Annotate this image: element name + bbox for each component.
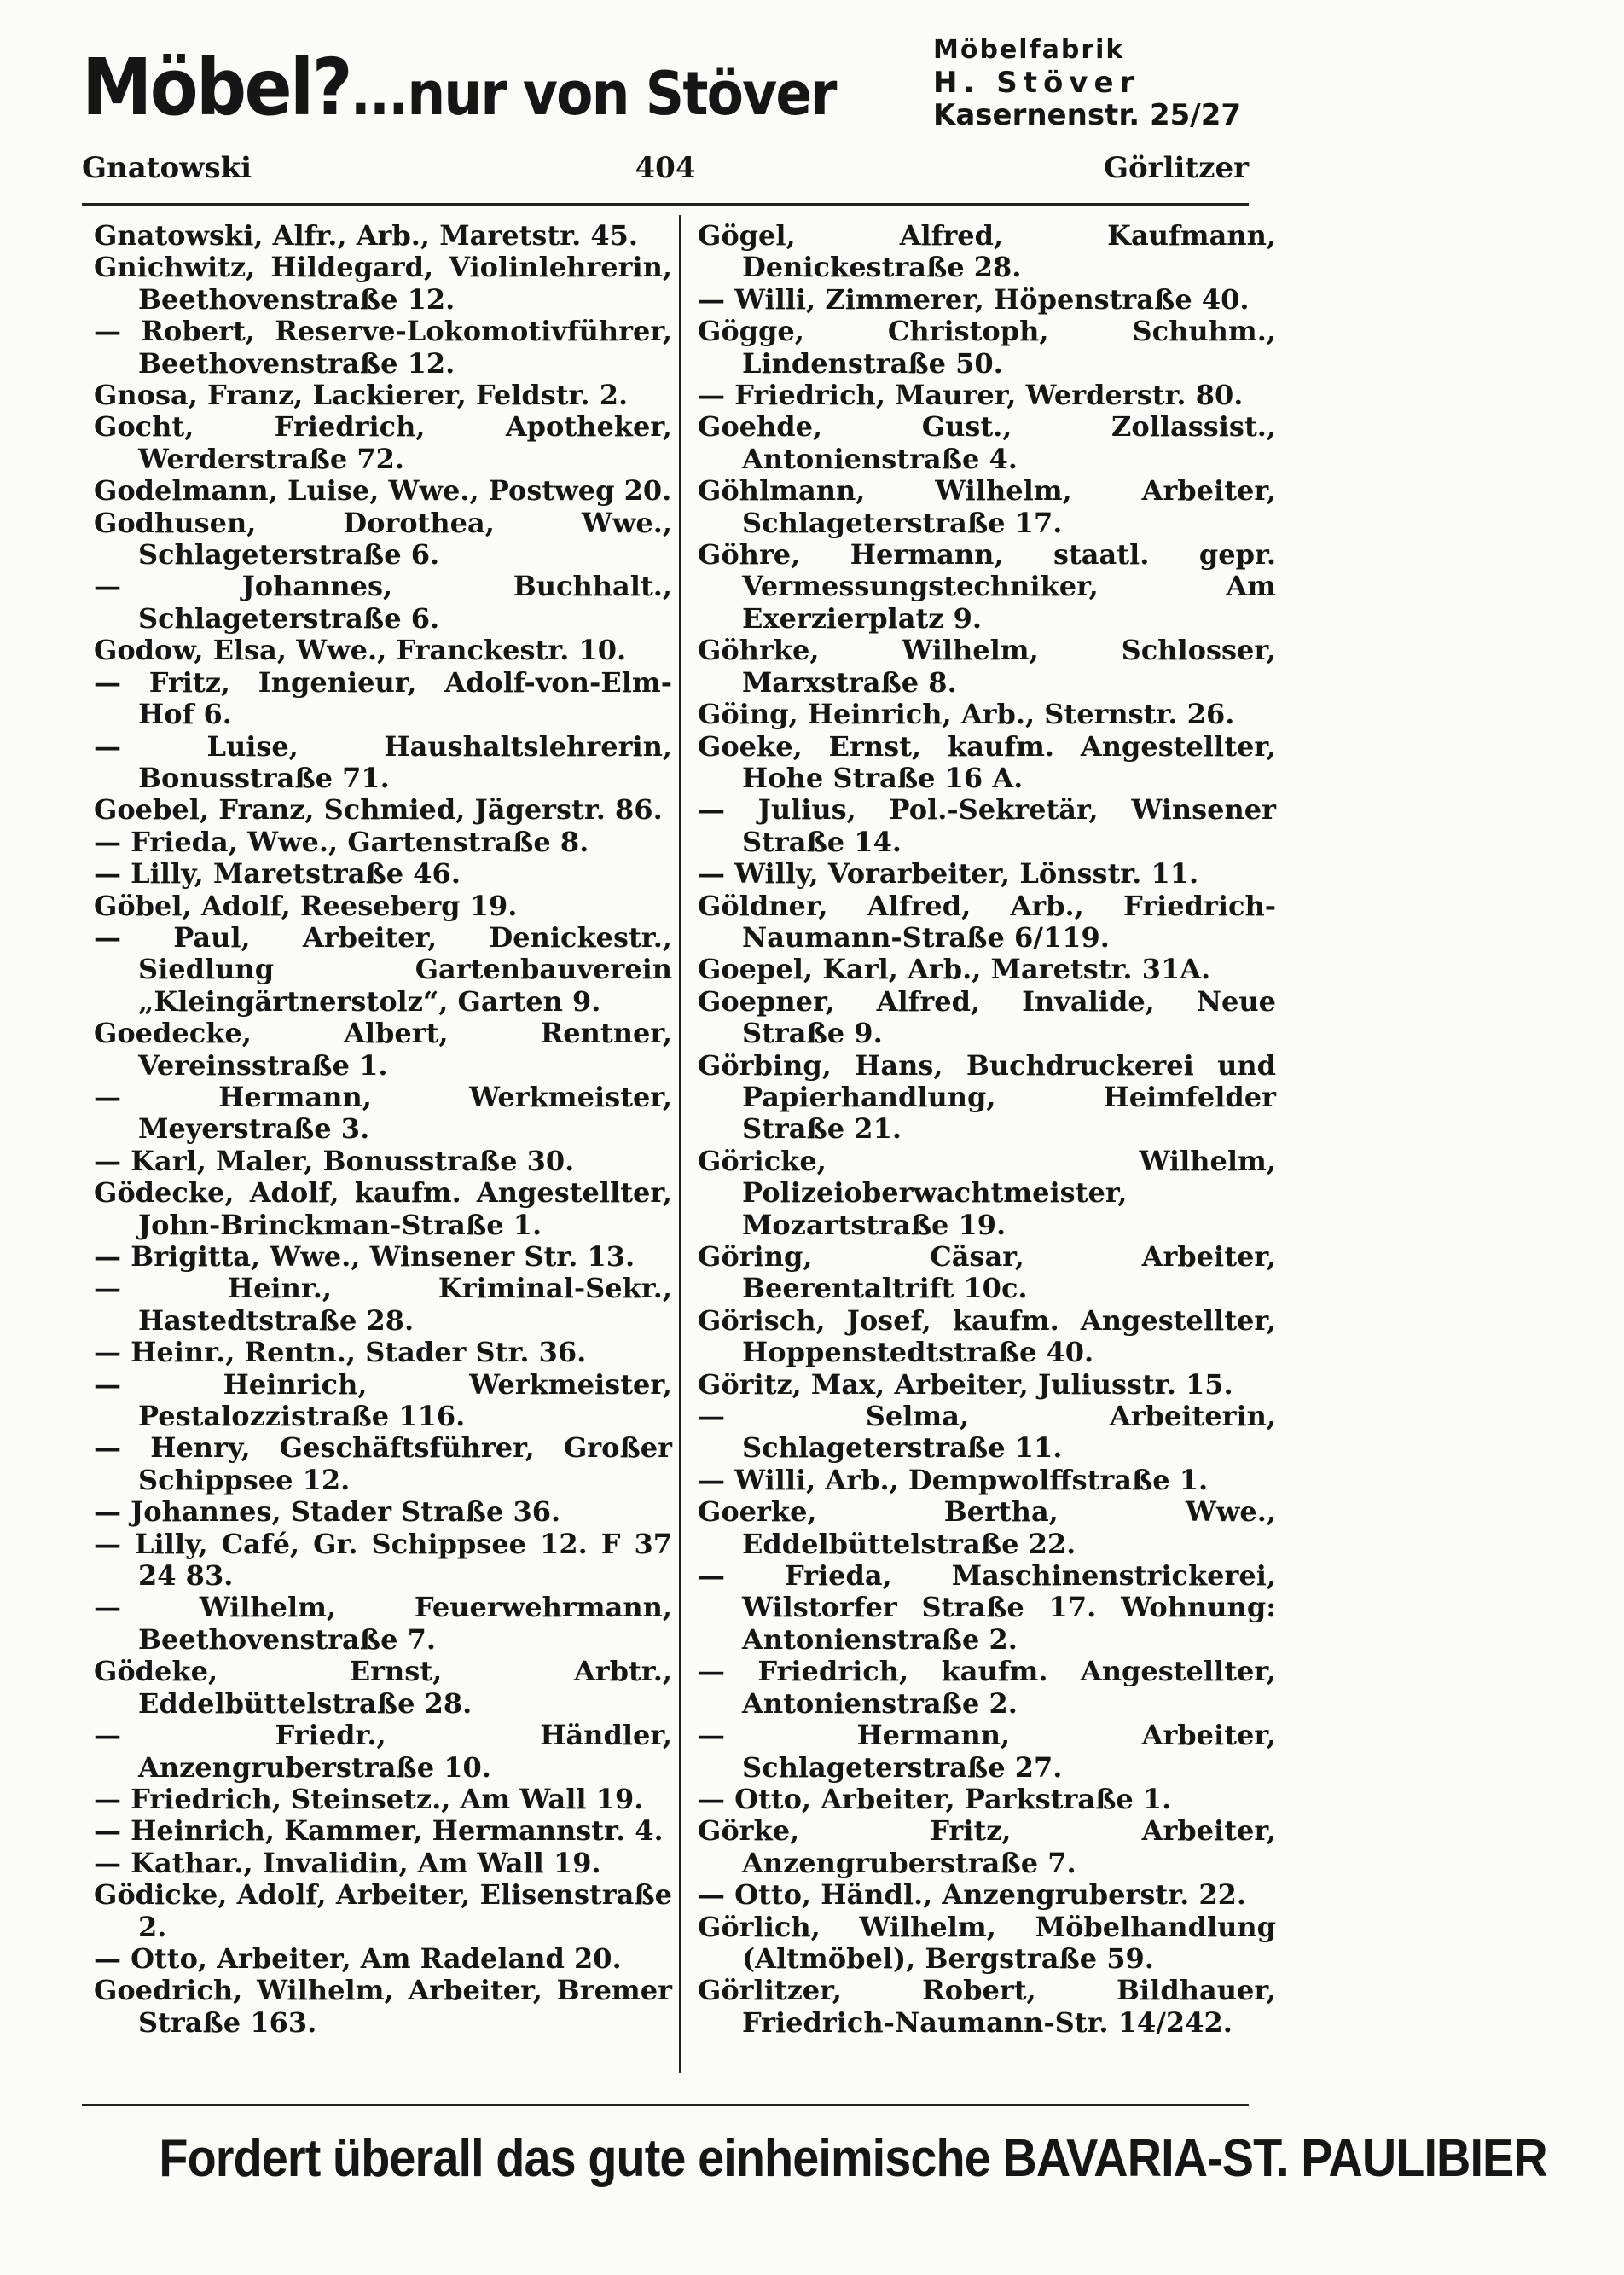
directory-entry: — Heinr., Kriminal-Sekr., Hastedtstraße 28. bbox=[94, 1272, 672, 1337]
directory-entry: — Willi, Arb., Dempwolffstraße 1. bbox=[698, 1463, 1209, 1496]
directory-entry: — Julius, Pol.-Sekretär, Winsener Straße 14. bbox=[698, 793, 1276, 858]
directory-entry: — Willy, Vorarbeiter, Lönsstr. 11. bbox=[698, 857, 1199, 891]
footer-rule bbox=[82, 2104, 1249, 2106]
directory-entry: Goebel, Franz, Schmied, Jägerstr. 86. bbox=[94, 793, 663, 827]
directory-entry: — Friedrich, kaufm. Angestellter, Antonienstraße 2. bbox=[698, 1655, 1276, 1720]
directory-entry: — Luise, Haushaltslehrerin, Bonusstraße 71. bbox=[94, 729, 672, 794]
directory-entry: Gögel, Alfred, Kaufmann, Denickestraße 28. bbox=[698, 219, 1276, 284]
directory-entry: Goedecke, Albert, Rentner, Vereinsstraße 1. bbox=[94, 1017, 672, 1082]
directory-entry: Görbing, Hans, Buchdruckerei und Papierhandlung, Heimfelder Straße 21. bbox=[698, 1048, 1276, 1146]
directory-entry: Göritz, Max, Arbeiter, Juliusstr. 15. bbox=[698, 1367, 1233, 1401]
running-head-first-entry: Gnatowski bbox=[82, 151, 252, 185]
directory-entry: — Friedrich, Maurer, Werderstr. 80. bbox=[698, 379, 1244, 412]
directory-entry: — Henry, Geschäftsführer, Großer Schippsee 12. bbox=[94, 1431, 672, 1496]
directory-entry: — Hermann, Arbeiter, Schlageterstraße 27. bbox=[698, 1719, 1276, 1784]
directory-entry: Göhre, Hermann, staatl. gepr. Vermessungstechniker, Am Exerzierplatz 9. bbox=[698, 538, 1276, 635]
directory-entry: Gocht, Friedrich, Apotheker, Werderstraße 72. bbox=[94, 410, 672, 475]
directory-entry: — Hermann, Werkmeister, Meyerstraße 3. bbox=[94, 1080, 672, 1146]
directory-entry: — Willi, Zimmerer, Höpenstraße 40. bbox=[698, 282, 1250, 316]
directory-entry: Goedrich, Wilhelm, Arbeiter, Bremer Straße 163. bbox=[94, 1974, 672, 2039]
directory-entry: — Friedr., Händler, Anzengruberstraße 10. bbox=[94, 1719, 672, 1784]
directory-entry: — Johannes, Stader Straße 36. bbox=[94, 1495, 561, 1529]
directory-entry: — Johannes, Buchhalt., Schlageterstraße 6. bbox=[94, 570, 672, 635]
advert-slogan-small: ...nur von Stöver bbox=[350, 59, 836, 129]
directory-entry: — Robert, Reserve-Lokomotivführer, Beethovenstraße 12. bbox=[94, 315, 672, 380]
directory-entry: Gögge, Christoph, Schuhm., Lindenstraße 50. bbox=[698, 315, 1276, 380]
directory-entry: Godhusen, Dorothea, Wwe., Schlageterstraße 6. bbox=[94, 506, 672, 572]
column-divider bbox=[679, 215, 682, 2073]
footer-advertisement bbox=[82, 2121, 1547, 2197]
directory-entry: Göing, Heinrich, Arb., Sternstr. 26. bbox=[698, 698, 1235, 731]
directory-entry: — Kathar., Invalidin, Am Wall 19. bbox=[94, 1846, 601, 1879]
directory-entry: Goeke, Ernst, kaufm. Angestellter, Hohe Straße 16 A. bbox=[698, 729, 1276, 794]
advert-company-name: H. Stöver bbox=[933, 66, 1140, 100]
directory-entry: — Friedrich, Steinsetz., Am Wall 19. bbox=[94, 1782, 644, 1815]
header-rule bbox=[82, 203, 1249, 206]
directory-entry: Göricke, Wilhelm, Polizeioberwachtmeister, Mozartstraße 19. bbox=[698, 1144, 1276, 1241]
directory-entry: Göbel, Adolf, Reeseberg 19. bbox=[94, 889, 518, 922]
advert-slogan bbox=[82, 41, 836, 141]
directory-entry: Goepner, Alfred, Invalide, Neue Straße 9. bbox=[698, 984, 1276, 1050]
directory-entry: — Heinr., Rentn., Stader Str. 36. bbox=[94, 1336, 587, 1369]
directory-entry: — Brigitta, Wwe., Winsener Str. 13. bbox=[94, 1240, 635, 1273]
directory-entry: — Otto, Arbeiter, Am Radeland 20. bbox=[94, 1941, 622, 1975]
directory-entry: Gödecke, Adolf, kaufm. Angestellter, John-Brinckman-Straße 1. bbox=[94, 1176, 672, 1241]
directory-entry: — Frieda, Wwe., Gartenstraße 8. bbox=[94, 825, 589, 858]
directory-entry: Görisch, Josef, kaufm. Angestellter, Hoppenstedtstraße 40. bbox=[698, 1303, 1276, 1369]
directory-entry: — Heinrich, Kammer, Hermannstr. 4. bbox=[94, 1814, 664, 1848]
directory-entry: — Wilhelm, Feuerwehrmann, Beethovenstraße 7. bbox=[94, 1591, 672, 1656]
running-head-last-entry: Görlitzer bbox=[1103, 151, 1249, 185]
directory-entry: — Lilly, Café, Gr. Schippsee 12. F 37 24 83. bbox=[94, 1527, 672, 1593]
header-advertisement bbox=[82, 34, 1276, 145]
directory-entry: Görlitzer, Robert, Bildhauer, Friedrich-Naumann-Str. 14/242. bbox=[698, 1974, 1276, 2039]
directory-entry: Godelmann, Luise, Wwe., Postweg 20. bbox=[94, 474, 672, 508]
directory-entry: Gnichwitz, Hildegard, Violinlehrerin, Beethovenstraße 12. bbox=[94, 251, 672, 316]
directory-entry: — Otto, Arbeiter, Parkstraße 1. bbox=[698, 1782, 1172, 1815]
directory-entry: — Paul, Arbeiter, Denickestr., Siedlung Gartenbauverein „Kleingärtnerstolz“, Garten 9. bbox=[94, 920, 672, 1018]
directory-entry: — Fritz, Ingenieur, Adolf-von-Elm-Hof 6. bbox=[94, 665, 672, 731]
advert-company-type: Möbelfabrik bbox=[933, 35, 1125, 65]
directory-entry: — Lilly, Maretstraße 46. bbox=[94, 857, 461, 891]
directory-entry: Gödicke, Adolf, Arbeiter, Elisenstraße 2. bbox=[94, 1878, 672, 1943]
footer-advert-text: Fordert überall das gute einheimische BAVARIA-ST. PAULIBIER bbox=[159, 2129, 1547, 2188]
directory-entry: Göhlmann, Wilhelm, Arbeiter, Schlageterstraße 17. bbox=[698, 474, 1276, 539]
advert-slogan-large: Möbel? bbox=[82, 42, 351, 133]
directory-entry: Göring, Cäsar, Arbeiter, Beerentaltrift 10c. bbox=[698, 1240, 1276, 1305]
directory-entry: Görlich, Wilhelm, Möbelhandlung (Altmöbel), Bergstraße 59. bbox=[698, 1910, 1276, 1975]
directory-entry: Görke, Fritz, Arbeiter, Anzengruberstraße 7. bbox=[698, 1814, 1276, 1879]
left-column bbox=[94, 220, 672, 2039]
page-number: 404 bbox=[635, 151, 696, 185]
directory-entry: Gnosa, Franz, Lackierer, Feldstr. 2. bbox=[94, 379, 629, 412]
directory-entry: Göhrke, Wilhelm, Schlosser, Marxstraße 8. bbox=[698, 634, 1276, 699]
directory-entry: — Selma, Arbeiterin, Schlageterstraße 11. bbox=[698, 1400, 1276, 1465]
running-head bbox=[82, 147, 1249, 189]
directory-entry: — Heinrich, Werkmeister, Pestalozzistraße 116. bbox=[94, 1367, 672, 1433]
advert-company-address: Kasernenstr. 25/27 bbox=[933, 98, 1242, 132]
directory-entry: Godow, Elsa, Wwe., Franckestr. 10. bbox=[94, 634, 627, 667]
right-column bbox=[698, 220, 1276, 2039]
directory-entry: — Otto, Händl., Anzengruberstr. 22. bbox=[698, 1878, 1247, 1912]
directory-entry: Gödeke, Ernst, Arbtr., Eddelbüttelstraße 28. bbox=[94, 1655, 672, 1720]
directory-entry: Goerke, Bertha, Wwe., Eddelbüttelstraße 22. bbox=[698, 1495, 1276, 1560]
directory-entry: Gnatowski, Alfr., Arb., Maretstr. 45. bbox=[94, 219, 639, 252]
directory-entry: Goepel, Karl, Arb., Maretstr. 31A. bbox=[698, 953, 1211, 986]
directory-entry: — Karl, Maler, Bonusstraße 30. bbox=[94, 1144, 575, 1177]
directory-entry: — Frieda, Maschinenstrickerei, Wilstorfer Straße 17. Wohnung: Antonienstraße 2. bbox=[698, 1559, 1276, 1656]
directory-entry: Goehde, Gust., Zollassist., Antonienstraße 4. bbox=[698, 410, 1276, 475]
directory-entry: Göldner, Alfred, Arb., Friedrich-Naumann-Straße 6/119. bbox=[698, 889, 1276, 954]
advert-company-block bbox=[933, 34, 1300, 131]
